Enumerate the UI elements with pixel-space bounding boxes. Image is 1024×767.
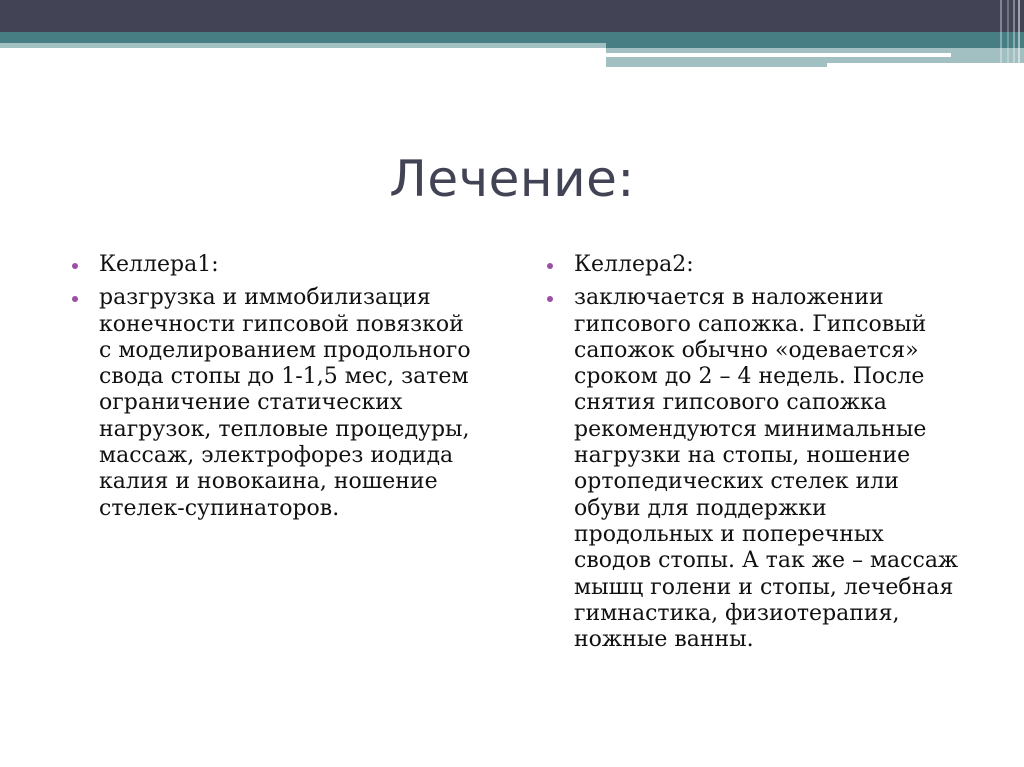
item-text: Келлера2: (574, 252, 694, 277)
slide-title: Лечение: (389, 150, 635, 208)
list-item (545, 285, 965, 653)
list-item (70, 252, 480, 278)
item-text: заключается в наложении гипсового сапожка. Гипсовый сапожок обычно «одевается» сроком до 2 – 4 недель. После снятия гипсового сапожка рекомендуются минимальные нагрузки на стопы, ношение ортопедических стелек или обуви для поддержки продольных и поперечных сводов стопы. А так же – массаж мышц голени и стопы, лечебная гимнастика, физиотерапия, ножные ванны. (574, 285, 959, 653)
left-column (70, 252, 480, 529)
bullet-icon (72, 263, 78, 269)
bullet-icon (547, 263, 553, 269)
header-teal-band (0, 32, 1024, 43)
list-item (545, 252, 965, 278)
bullet-icon (547, 296, 553, 302)
item-text: разгрузка и иммобилизация конечности гипсовой повязкой с моделированием продольного свода стопы до 1-1,5 мес, затем ограничение статических нагрузок, тепловые процедуры, массаж, электрофорез иодида калия и новокаина, ношение стелек-супинаторов. (99, 285, 471, 521)
header-white-notch (827, 63, 1024, 68)
list-item (70, 285, 480, 522)
header-white-stripe (606, 53, 951, 57)
right-column (545, 252, 965, 660)
header-edge-lines (998, 0, 1024, 67)
item-text: Келлера1: (99, 252, 219, 277)
bullet-icon (72, 296, 78, 302)
header-dark-band (0, 0, 1024, 32)
header-light-band-left (0, 43, 606, 48)
